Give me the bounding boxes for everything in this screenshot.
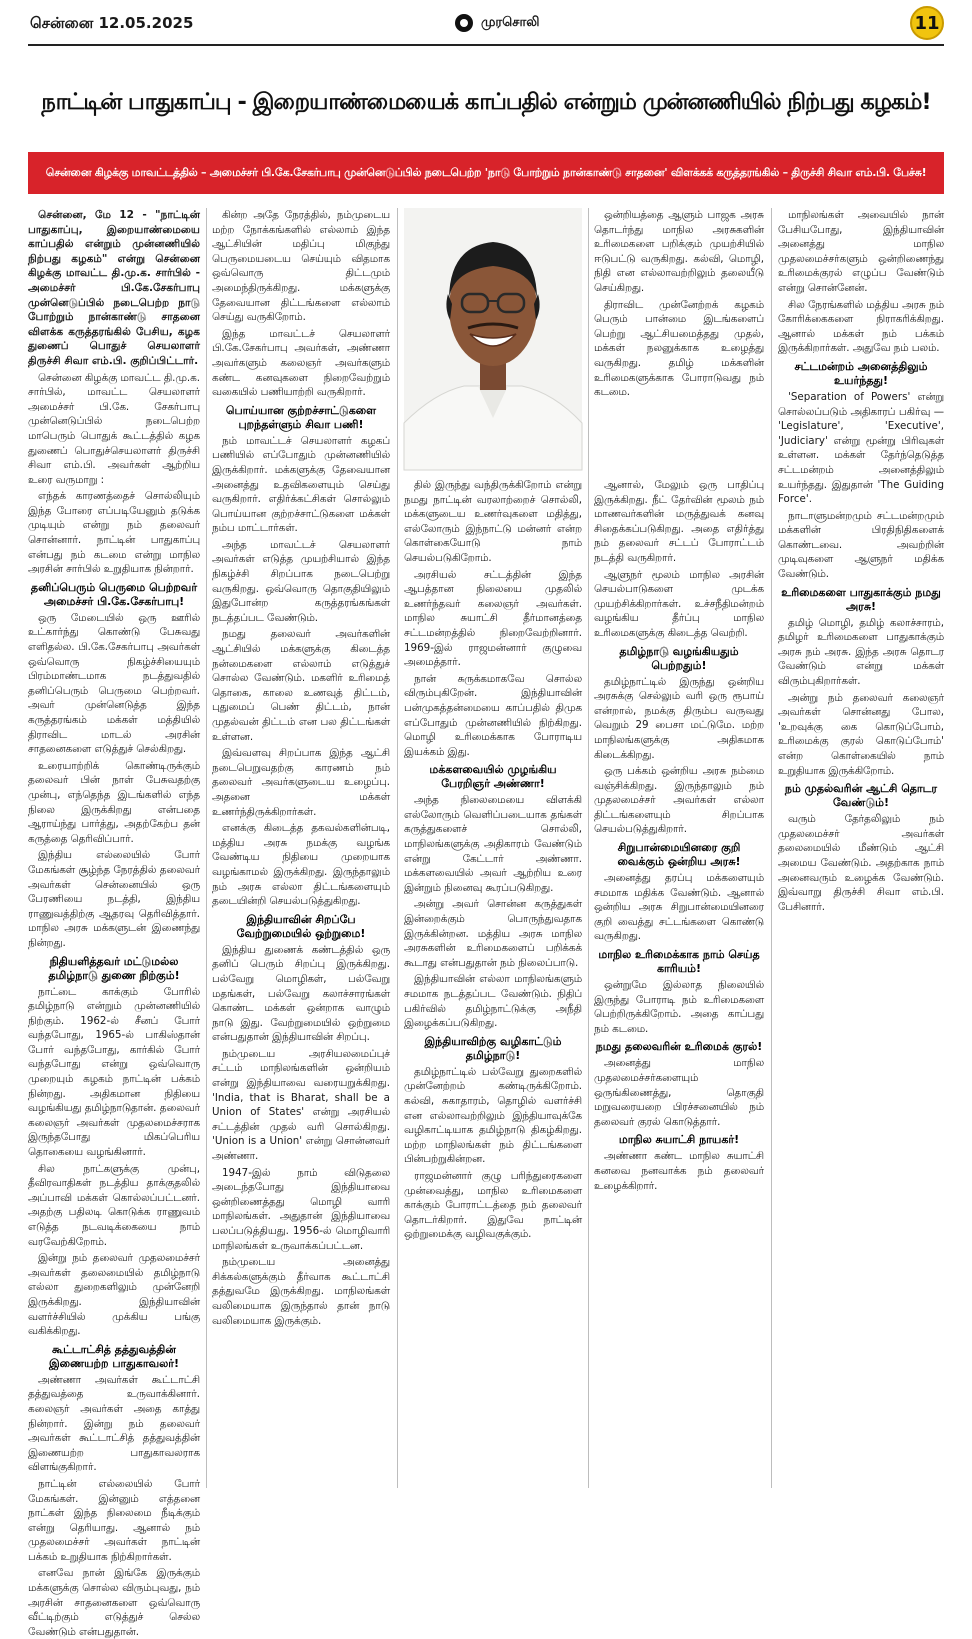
section-subheading: மாநில உரிமைக்காக நாம் செய்த காரியம்! (598, 948, 760, 976)
article-paragraph: ஒன்றியத்தை ஆளும் பாஜக அரசு தொடர்ந்து மாநில அரசுகளின் உரிமைகளை பறிக்கும் முயற்சியில் ஈடுபட்டு வருகிறது. கல்வி, மொழி, நிதி என எல்லாவற்றிலும் தலையீடு செய்கிறது. (594, 209, 764, 294)
paper-name (455, 14, 540, 32)
article-paragraph: தமிழ் மொழி, தமிழ் கலாச்சாரம், தமிழர் உரிமைகளை பாதுகாக்கும் அரசு நம் அரசு. இந்த அரசு தொடர வேண்டும் என்று மக்கள் விரும்புகிறார்கள். (778, 616, 944, 688)
article-column-3 (404, 478, 582, 1488)
article-paragraph: சில நேரங்களில் மத்திய அரசு நம் கோரிக்கைகளை நிராகரிக்கிறது. ஆனால் மக்கள் நம் பக்கம் இருக்கிறார்கள். அதுவே நம் பலம். (778, 298, 944, 355)
article-paragraph: திராவிட முன்னேற்றக் கழகம் பெரும் பான்மை இடங்களைப் பெற்று ஆட்சியமைத்தது முதல், மக்கள் நலனுக்காக உழைத்து வருகிறது. தமிழ் மக்களின் உரிமைகளுக்காக போராடுவது நம் கடமை. (594, 298, 764, 399)
article-paragraph: ஆளுநர் மூலம் மாநில அரசின் செயல்பாடுகளை முடக்க முயற்சிக்கிறார்கள். உச்சநீதிமன்றம் வழங்கிய தீர்ப்பு மாநில உரிமைகளுக்கு கிடைத்த வெற்றி. (594, 568, 764, 639)
article-paragraph: வரும் தேர்தலிலும் நம் முதலமைச்சர் அவர்கள் தலைமையில் மீண்டும் ஆட்சி அமைய வேண்டும். அதற்காக நாம் அனைவரும் உழைக்க வேண்டும். இவ்வாறு திருச்சி சிவா எம்.பி. பேசினார். (778, 813, 944, 913)
section-subheading: கூட்டாட்சித் தத்துவத்தின் இணையற்ற பாதுகாவலர்! (48, 1342, 180, 1370)
section-subheading: இந்தியாவின் சிறப்பே வேற்றுமையில் ஒற்றுமை! (236, 912, 366, 940)
article-paragraph: தமிழ்நாட்டில் பல்வேறு துறைகளில் முன்னேற்றம் கண்டிருக்கிறோம். கல்வி, சுகாதாரம், தொழில் வளர்ச்சி என எல்லாவற்றிலும் இந்தியாவுக்கே வழிகாட்டியாக தமிழ்நாடு திகழ்கிறது. மற்ற மாநிலங்கள் நம் திட்டங்களை பின்பற்றுகின்றன. (404, 1065, 582, 1166)
subheadline-text: சென்னை கிழக்கு மாவட்டத்தில் – அமைச்சர் பி.கே.சேகர்பாபு முன்னெடுப்பில் நடைபெற்ற 'நாடு போற்றும் நான்காண்டு சாதனை' விளக்கக் கருத்தரங்கில் – திருச்சி சிவா எம்.பி. பேச்சு! (45, 165, 927, 179)
article-paragraph: எந்தக் காரணத்தைச் சொல்லியும் இந்த போரை எப்படியேனும் தடுக்க முடியும் என்று நம் தலைவர் சொன்னார். நாட்டின் பாதுகாப்பு என்பது நம் கடமை என்று மாநில அரசின் சார்பில் உறுதியாக நின்றார். (28, 490, 200, 576)
article-paragraph: 1947-இல் நாம் விடுதலை அடைந்தபோது இந்தியாவை ஒன்றிணைத்தது மொழி வாரி மாநிலங்கள். அதுதான் இந்தியாவை பலப்படுத்தியது. 1956-ல் மொழிவாரி மாநிலங்கள் உருவாக்கப்பட்டன. (212, 1166, 390, 1252)
article-paragraph: இவ்வளவு சிறப்பாக இந்த ஆட்சி நடைபெறுவதற்கு காரணம் நம் தலைவர் அவர்களுடைய உழைப்பு. அதனை மக்கள் உணர்ந்திருக்கிறார்கள். (212, 747, 390, 818)
article-paragraph: அன்று நம் தலைவர் கலைஞர் அவர்கள் சொன்னது போல, 'உறவுக்கு கை கொடுப்போம், உரிமைக்கு குரல் கொடுப்போம்' என்ற கொள்கையில் நாம் உறுதியாக இருக்கிறோம். (778, 691, 944, 777)
section-subheading: தனிப்பெரும் பெருமை பெற்றவர் அமைச்சர் பி.கே.சேகர்பாபு! (30, 580, 198, 608)
issue-date: சென்னை 12.05.2025 (30, 14, 194, 32)
article-paragraph: அண்ணா அவர்கள் கூட்டாட்சி தத்துவத்தை உருவாக்கினார். கலைஞர் அவர்கள் அதை காத்து நின்றார். இன்று நம் தலைவர் அவர்கள் கூட்டாட்சித் தத்துவத்தின் இணையற்ற பாதுகாவலராக விளங்குகிறார். (28, 1373, 200, 1474)
paper-title: முரசொலி (481, 15, 540, 30)
article-paragraph: ஆனால், மேலும் ஒரு பாதிப்பு இருக்கிறது. நீட் தேர்வின் மூலம் நம் மாணவர்களின் மருத்துவக் கனவு சிதைக்கப்படுகிறது. அதை எதிர்த்து நம் தலைவர் சட்டப் போராட்டம் நடத்தி வருகிறார். (594, 479, 764, 564)
article-paragraph: இந்த மாவட்டச் செயலாளர் பி.கே.சேகர்பாபு அவர்கள், அண்ணா அவர்களும் கலைஞர் அவர்களும் கண்ட கனவுகளை நிறைவேற்றும் வகையில் பணியாற்றி வருகிறார். (212, 327, 390, 399)
article-paragraph: அண்ணா கண்ட மாநில சுயாட்சி கனவை நனவாக்க நம் தலைவர் உழைக்கிறார். (594, 1150, 764, 1192)
article-paragraph: அனைத்து மாநில முதலமைச்சர்களையும் ஒருங்கிணைத்து, தொகுதி மறுவரையறை பிரச்சனையில் நம் தலைவர் குரல் கொடுத்தார். (594, 1057, 764, 1128)
paper-logo-icon (455, 14, 473, 32)
article-paragraph: இந்திய எல்லையில் போர் மேகங்கள் சூழ்ந்த நேரத்தில் தலைவர் அவர்கள் சென்னையில் ஒரு பேரணியை நடத்தி, இந்திய ராணுவத்திற்கு ஆதரவு தெரிவித்தார். மாநில அரசு மக்களுடன் இணைந்து நின்றது. (28, 849, 200, 949)
article-paragraph: நான் சுருக்கமாகவே சொல்ல விரும்புகிறேன். இந்தியாவின் பன்முகத்தன்மையை காப்பதில் திமுக எப்போதும் முன்னணியில் நிற்கிறது. மொழி உரிமைக்காக போராடிய இயக்கம் இது. (404, 672, 582, 758)
article-paragraph: மாநிலங்கள் அவையில் நான் பேசியபோது, இந்தியாவின் அனைத்து மாநில முதலமைச்சர்களும் ஒன்றிணைந்து உரிமைக்குரல் எழுப்ப வேண்டும் என்று சொன்னேன். (778, 209, 944, 294)
article-paragraph: ஒரு மேடையில் ஒரு ஊரில் உட்கார்ந்து கொண்டு பேசுவது எளிதல்ல. பி.கே.சேகர்பாபு அவர்கள் ஒவ்வொரு நிகழ்ச்சியையும் பிரம்மாண்டமாக நடத்துவதில் தனிப்பெரும் பெருமை பெற்றவர். அவர் முன்னெடுத்த இந்த கருத்தரங்கம் மக்கள் மத்தியில் திராவிட மாடல் அரசின் சாதனைகளை எடுத்துச் செல்கிறது. (28, 611, 200, 756)
article-paragraph: சில நாட்களுக்கு முன்பு, தீவிரவாதிகள் நடத்திய தாக்குதலில் அப்பாவி மக்கள் கொல்லப்பட்டனர். அதற்கு பதிலடி கொடுக்க ராணுவம் எடுத்த நடவடிக்கையை நாம் வரவேற்கிறோம். (28, 1162, 200, 1248)
article-paragraph: இன்று நம் தலைவர் முதலமைச்சர் அவர்கள் தலைமையில் தமிழ்நாடு எல்லா துறைகளிலும் முன்னேறி இருக்கிறது. இந்தியாவின் வளர்ச்சியில் முக்கிய பங்கு வகிக்கிறது. (28, 1252, 200, 1338)
article-paragraph: சென்னை கிழக்கு மாவட்ட தி.மு.க. சார்பில், மாவட்ட செயலாளர் அமைச்சர் பி.கே. சேகர்பாபு முன்னெடுப்பில் நடைபெற்ற மாபெரும் பொதுக் கூட்டத்தில் கழக துணைப் பொதுச்செயலாளர் திருச்சி சிவா எம்.பி. அவர்கள் ஆற்றிய உரை வருமாறு : (28, 371, 200, 486)
article-paragraph: அன்று அவர் சொன்ன கருத்துகள் இன்றைக்கும் பொருந்துவதாக இருக்கின்றன. மத்திய அரசு மாநில அரசுகளின் உரிமைகளைப் பறிக்கக் கூடாது என்பதுதான் நம் நிலைப்பாடு. (404, 898, 582, 969)
article-column-4 (594, 478, 764, 1488)
article-column-2 (212, 208, 390, 1488)
article-paragraph: உரையாற்றிக் கொண்டிருக்கும் தலைவர் பின் நாள் பேசுவதற்கு முன்பு, எந்தெந்த இடங்களில் எந்த நிலை இருக்கிறது என்பதை ஆராய்ந்து பார்த்து, அதற்கேற்ப தன் கருத்தை தெரிவிப்பார். (28, 759, 200, 845)
article-paragraph: இந்திய துணைக் கண்டத்தில் ஒரு தனிப் பெரும் சிறப்பு இருக்கிறது. பல்வேறு மொழிகள், பல்வேறு மதங்கள், பல்வேறு கலாச்சாரங்கள் கொண்ட மக்கள் ஒன்றாக வாழும் நாடு இது. வேற்றுமையில் ஒற்றுமை என்பதுதான் இந்தியாவின் சிறப்பு. (212, 943, 390, 1044)
column-divider (397, 208, 398, 1488)
masthead (0, 0, 972, 50)
section-subheading: நம் முதல்வரின் ஆட்சி தொடர வேண்டும்! (784, 782, 938, 810)
headline-text: நாட்டின் பாதுகாப்பு - இறையாண்மையைக் காப்பதில் என்றும் முன்னணியில் நிற்பது கழகம்! (41, 88, 931, 115)
speaker-photo (404, 208, 582, 470)
column-divider (771, 208, 772, 1488)
article-paragraph: நாட்டின் எல்லையில் போர் மேகங்கள். இன்னும் எத்தனை நாட்கள் இந்த நிலைமை நீடிக்கும் என்று தெரியாது. ஆனால் நம் முதலமைச்சர் அவர்கள் நாட்டின் பக்கம் உறுதியாக நிற்கிறார்கள். (28, 1477, 200, 1563)
section-subheading: மாநில சுயாட்சி நாயகர்! (618, 1133, 740, 1147)
article-paragraph: அந்த மாவட்டச் செயலாளர் அவர்கள் எடுத்த முயற்சியால் இந்த நிகழ்ச்சி சிறப்பாக நடைபெற்று வருகிறது. ஒவ்வொரு தொகுதியிலும் இதுபோன்ற கருத்தரங்கங்கள் நடத்தப்பட வேண்டும். (212, 538, 390, 624)
article-paragraph: ராஜமன்னார் குழு பரிந்துரைகளை முன்வைத்து, மாநில உரிமைகளை காக்கும் போராட்டத்தை நம் தலைவர் தொடர்கிறார். இதுவே நாட்டின் ஒற்றுமைக்கு வழிவகுக்கும். (404, 1169, 582, 1241)
article-paragraph: எனக்கு கிடைத்த தகவல்களின்படி, மத்திய அரசு நமக்கு வழங்க வேண்டிய நிதியை முறையாக வழங்காமல் இருக்கிறது. இருந்தாலும் நம் அரசு எல்லா திட்டங்களையும் தடையின்றி செயல்படுத்துகிறது. (212, 822, 390, 908)
section-subheading: இந்தியாவிற்கு வழிகாட்டும் தமிழ்நாடு! (424, 1034, 562, 1062)
section-subheading: நிதியளித்தவர் மட்டுமல்ல தமிழ்நாடு துணை நிற்கும்! (48, 954, 180, 982)
article-paragraph: எனவே நான் இங்கே இருக்கும் மக்களுக்கு சொல்ல விரும்புவது, நம் அரசின் சாதனைகளை ஒவ்வொரு வீட்டிற்கும் எடுத்துச் செல்ல வேண்டும் என்பதுதான். (28, 1567, 200, 1638)
article-paragraph: கின்ற அதே நேரத்தில், நம்முடைய மற்ற நோக்கங்களில் எல்லாம் இந்த ஆட்சியின் மதிப்பு மிகுந்து பெருமையடைய செய்யும் விதமாக ஒவ்வொரு திட்டமும் அமைந்திருக்கிறது. மக்களுக்கு தேவையான திட்டங்களை எல்லாம் செய்து வருகிறோம். (212, 209, 390, 324)
speaker-portrait-image (404, 208, 582, 470)
main-headline (28, 70, 944, 136)
article-paragraph: தில் இருந்து வந்திருக்கிறோம் என்று நமது நாட்டின் வரலாற்றைச் சொல்லி, மக்களுடைய உணர்வுகளை மதித்து, எல்லோரும் இந்நாட்டு மன்னர் என்ற கொள்கையோடு நாம் செயல்படுகிறோம். (404, 479, 582, 564)
article-column-5 (778, 208, 944, 1488)
page-number-badge: 11 (910, 6, 944, 40)
section-subheading: சிறுபான்மையினரை குறி வைக்கும் ஒன்றிய அரசு! (617, 841, 741, 869)
section-subheading: சட்டமன்றம் அனைத்திலும் உயர்ந்தது! (794, 359, 928, 387)
article-paragraph: அரசியல் சட்டத்தின் இந்த ஆபத்தான நிலையை முதலில் உணர்ந்தவர் கலைஞர் அவர்கள். மாநில சுயாட்சி தீர்மானத்தை சட்டமன்றத்தில் நிறைவேற்றினார். 1969-இல் ராஜமன்னார் குழுவை அமைத்தார். (404, 568, 582, 669)
article-paragraph: நாடாளுமன்றமும் சட்டமன்றமும் மக்களின் பிரதிநிதிகளைக் கொண்டவை. அவற்றின் முடிவுகளை ஆளுநர் மதிக்க வேண்டும். (778, 509, 944, 581)
article-paragraph: நம்முடைய அனைத்து சிக்கல்களுக்கும் தீர்வாக கூட்டாட்சி தத்துவமே இருக்கிறது. மாநிலங்கள் வலிமையாக இருந்தால் தான் நாடு வலிமையாக இருக்கும். (212, 1256, 390, 1327)
article-paragraph: தமிழ்நாட்டில் இருந்து ஒன்றிய அரசுக்கு செல்லும் வரி ஒரு ரூபாய் என்றால், நமக்கு திரும்ப வருவது வெறும் 29 பைசா மட்டுமே. மற்ற மாநிலங்களுக்கு அதிகமாக கிடைக்கிறது. (594, 675, 764, 761)
column-divider (588, 208, 589, 1488)
article-column-4-top (594, 208, 764, 470)
masthead-rule (28, 44, 944, 46)
section-subheading: பொய்யான குற்றச்சாட்டுகளை புறந்தள்ளும் சிவா பணி! (225, 403, 377, 431)
article-paragraph: நம்முடைய அரசியலமைப்புச் சட்டம் மாநிலங்களின் ஒன்றியம் என்று இந்தியாவை வரையறுக்கிறது. 'India, that is Bharat, shall be a Union of States' என்று அரசியல் சட்டத்தின் முதல் வரி சொல்கிறது. 'Union is a Union' என்று சொன்னவர் அண்ணா. (212, 1047, 390, 1163)
section-subheading: மக்களவையில் முழங்கிய பேரறிஞர் அண்ணா! (429, 763, 557, 791)
article-paragraph: இந்தியாவின் எல்லா மாநிலங்களும் சமமாக நடத்தப்பட வேண்டும். நிதிப் பகிர்வில் தமிழ்நாட்டுக்கு அநீதி இழைக்கப்படுகிறது. (404, 973, 582, 1030)
section-subheading: உரிமைகளை பாதுகாக்கும் நமது அரசு! (781, 585, 941, 613)
section-subheading: நமது தலைவரின் உரிமைக் குரல்! (595, 1040, 763, 1054)
subheadline-bar (28, 152, 944, 194)
article-lead: சென்னை, மே 12 - "நாட்டின் பாதுகாப்பு, இறையாண்மையை காப்பதில் என்றும் முன்னணியில் நிற்பது கழகம்" என்று சென்னை கிழக்கு மாவட்ட தி.மு.க. சார்பில் - அமைச்சர் பி.கே.சேகர்பாபு முன்னெடுப்பில் நடைபெற்ற நாடு போற்றும் நான்காண்டு சாதனை விளக்க கருத்தரங்கில் பேசிய, கழக துணைப் பொதுச் செயலாளர் திருச்சி சிவா எம்.பி. குறிப்பிட்டார். (28, 209, 200, 367)
article-column-1 (28, 208, 200, 1638)
article-paragraph: 'Separation of Powers' என்று சொல்லப்படும் அதிகாரப் பகிர்வு — 'Legislature', 'Executive', 'Judiciary' என்று மூன்று பிரிவுகள் உள்ளன. மக்கள் தேர்ந்தெடுத்த சட்டமன்றம் அனைத்திலும் உயர்ந்தது. இதுதான் 'The Guiding Force'. (778, 390, 944, 506)
section-subheading: தமிழ்நாடு வழங்கியதும் பெற்றதும்! (619, 644, 739, 672)
article-paragraph: அந்த நிலைமையை விளக்கி எல்லோரும் வெளிப்படையாக தங்கள் கருத்துகளைச் சொல்லி, மாநிலங்களுக்கு அதிகாரம் வேண்டும் என்று கேட்டார் அண்ணா. மக்களவையில் அவர் ஆற்றிய உரை இன்றும் நினைவு கூரப்படுகிறது. (404, 794, 582, 894)
article-paragraph: அனைத்து தரப்பு மக்களையும் சமமாக மதிக்க வேண்டும். ஆனால் ஒன்றிய அரசு சிறுபான்மையினரை குறி வைத்து சட்டங்களை கொண்டு வருகிறது. (594, 872, 764, 943)
column-divider (206, 208, 207, 1488)
article-paragraph: நம் மாவட்டச் செயலாளர் கழகப் பணியில் எப்போதும் முன்னணியில் இருக்கிறார். மக்களுக்கு தேவையான அனைத்து உதவிகளையும் செய்து வருகிறார். எதிர்க்கட்சிகள் சொல்லும் பொய்யான குற்றச்சாட்டுகளை மக்கள் நம்ப மாட்டார்கள். (212, 434, 390, 535)
article-paragraph: ஒன்றுமே இல்லாத நிலையில் இருந்து போராடி நம் உரிமைகளை பெற்றிருக்கிறோம். அதை காப்பது நம் கடமை. (594, 979, 764, 1035)
article-paragraph: நமது தலைவர் அவர்களின் ஆட்சியில் மக்களுக்கு கிடைத்த நன்மைகளை எல்லாம் எடுத்துச் சொல்ல வேண்டும். மகளிர் உரிமைத் தொகை, காலை உணவுத் திட்டம், புதுமைப் பெண் திட்டம், நான் முதல்வன் திட்டம் என பல திட்டங்கள் உள்ளன. (212, 628, 390, 743)
article-paragraph: நாட்டை காக்கும் போரில் தமிழ்நாடு என்றும் முன்னணியில் நிற்கும். 1962-ல் சீனப் போர் வந்தபோது, 1965-ல் பாகிஸ்தான் போர் வந்தபோது, கார்கில் போர் வந்தபோது என்று ஒவ்வொரு முறையும் கழகம் நாட்டின் பக்கம் நின்றது. அதிகமான நிதியை வழங்கியது தமிழ்நாடுதான். தலைவர் கலைஞர் அவர்கள் முதலமைச்சராக இருந்தபோது மிகப்பெரிய தொகையை வழங்கினார். (28, 985, 200, 1159)
article-paragraph: ஒரு பக்கம் ஒன்றிய அரசு நம்மை வஞ்சிக்கிறது. இருந்தாலும் நம் முதலமைச்சர் அவர்கள் எல்லா திட்டங்களையும் சிறப்பாக செயல்படுத்துகிறார். (594, 765, 764, 836)
